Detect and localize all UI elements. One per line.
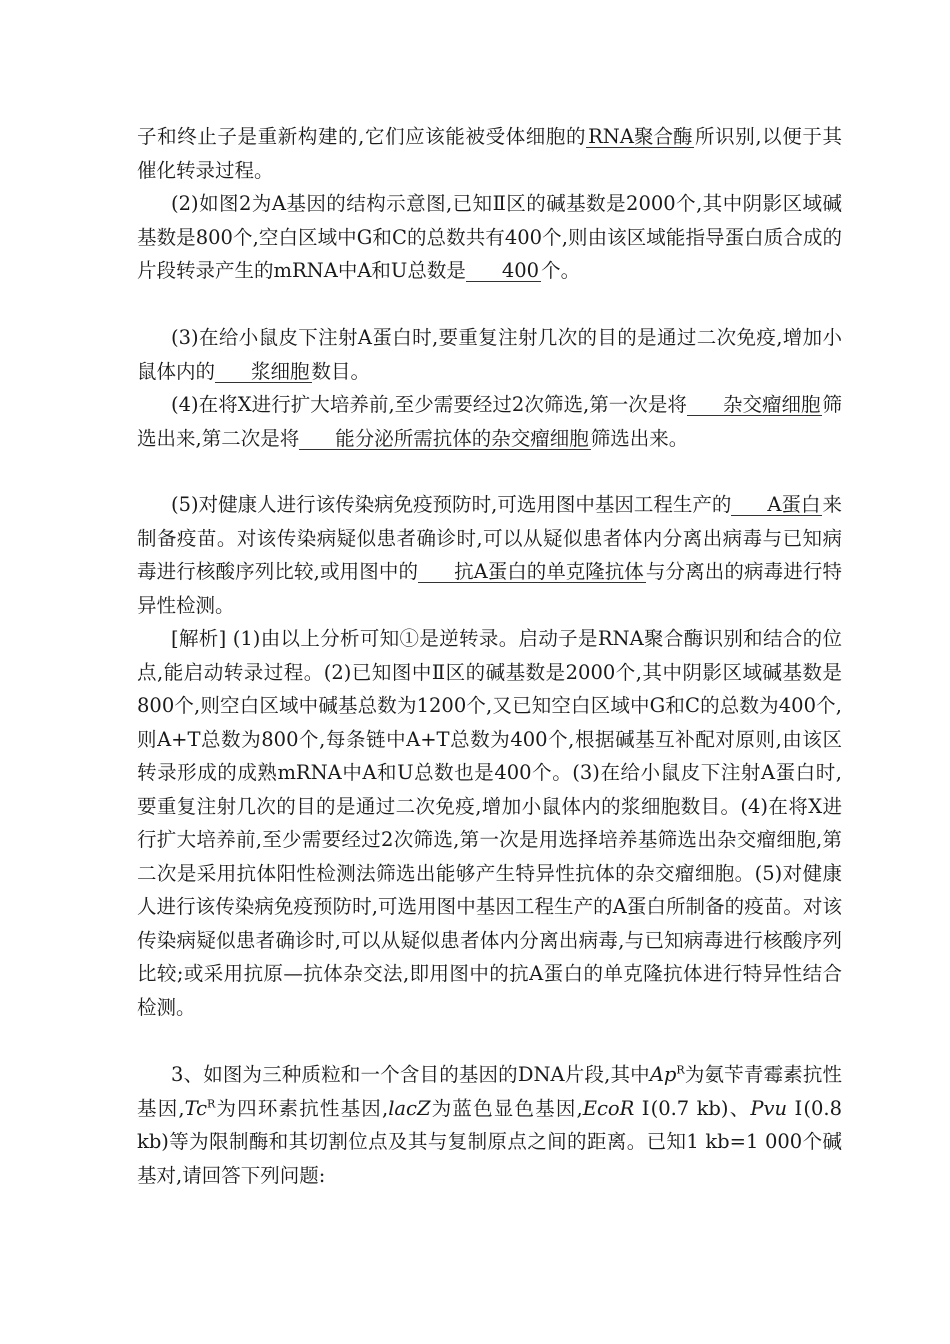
question-2-paragraph [137,187,842,288]
text-segment: 所识别,以便于其催化转录过程。 [137,125,842,182]
text-segment: (5)对健康人进行该传染病免疫预防时,可选用图中基因工程生产的 [171,493,732,516]
answer-blank: 浆细胞 [215,361,312,383]
analysis-label: [解析] [171,627,227,650]
text-segment: 数目。 [311,359,371,383]
answer-blank: 能分泌所需抗体的杂交瘤细胞 [299,428,591,450]
text-segment: 为蓝色显色基因, [430,1096,583,1120]
text-segment: Ⅰ(0.7 kb)、 [634,1096,751,1120]
text-segment: (2)如图2为A基因的结构示意图,已知Ⅱ区的碱基数是2000个,其中阴影区域碱基数是800个,空白区域中G和C的总数共有400个,则由该区域能指导蛋白质合成的片段转录产生的mRNA中A和U总数是 [137,192,842,282]
gene-superscript: R [207,1097,216,1110]
answer-blank: 杂交瘤细胞 [687,394,823,416]
text-segment: (3)在给小鼠皮下注射A蛋白时,要重复注射几次的目的是通过二次免疫,增加小鼠体内的 [137,326,842,383]
answer-blank: A蛋白 [731,494,822,516]
enzyme-name: Pvu [750,1096,788,1120]
gene-name: Tc [184,1096,207,1120]
text-segment: 筛选出来。 [590,426,689,450]
text-segment: Ⅰ(0.8 kb)等为限制酶和其切割位点及其与复制原点之间的距离。已知1 kb=1 000个碱基对,请回答下列问题: [137,1096,842,1187]
gene-name: Ap [649,1063,677,1086]
question-3-intro [137,1058,842,1192]
text-segment: 个。 [541,259,581,282]
text-segment: 来制备疫苗。对该传染病疑似患者确诊时,可以从疑似患者体内分离出病毒与已知病毒进行核酸序列比较,或用图中的 [137,493,842,583]
question-5-paragraph [137,488,842,622]
text-segment: 与分离出的病毒进行特异性检测。 [137,560,842,617]
text-segment: 筛选出来,第二次是将 [137,393,842,450]
answer-blank: 400 [466,260,541,282]
question-4-paragraph [137,388,842,455]
gene-superscript: R [676,1063,685,1077]
analysis-text: (1)由以上分析可知①是逆转录。启动子是RNA聚合酶识别和结合的位点,能启动转录过程。(2)已知图中Ⅱ区的碱基数是2000个,其中阴影区域碱基数是800个,则空白区域中碱基总数为1200个,又已知空白区域中G和C的总数为400个,则A+T总数为800个,每条链中A+T总数为400个,根据碱基互补配对原则,由该区转录形成的成熟mRNA中A和U总数也是400个。(3)在给小鼠皮下注射A蛋白时,要重复注射几次的目的是通过二次免疫,增加小鼠体内的浆细胞数目。(4)在将X进行扩大培养前,至少需要经过2次筛选,第一次是用选择培养基筛选出杂交瘤细胞,第二次是采用抗体阳性检测法筛选出能够产生特异性抗体的杂交瘤细胞。(5)对健康人进行该传染病免疫预防时,可选用图中基因工程生产的A蛋白所制备的疫苗。对该传染病疑似患者确诊时,可以从疑似患者体内分离出病毒,与已知病毒进行核酸序列比较;或采用抗原—抗体杂交法,即用图中的抗A蛋白的单克隆抗体进行特异性结合检测。 [137,627,842,1019]
gene-name: lacZ [388,1096,431,1120]
answer-blank: 抗A蛋白的单克隆抗体 [418,561,646,583]
text-segment: 3、如图为三种质粒和一个含目的基因的DNA片段,其中 [171,1063,650,1086]
enzyme-name: EcoR [582,1096,635,1120]
text-segment: (4)在将X进行扩大培养前,至少需要经过2次筛选,第一次是将 [171,393,687,416]
answer-blank: RNA聚合酶 [588,125,693,148]
text-segment: 为四环素抗性基因, [215,1096,389,1120]
question-3-paragraph [137,321,842,388]
analysis-paragraph [137,622,842,1024]
answer-paragraph-1 [137,120,842,187]
text-segment: 子和终止子是重新构建的,它们应该能被受体细胞的 [137,125,587,148]
text-segment: 为氨苄青霉素抗性基因, [137,1063,842,1120]
